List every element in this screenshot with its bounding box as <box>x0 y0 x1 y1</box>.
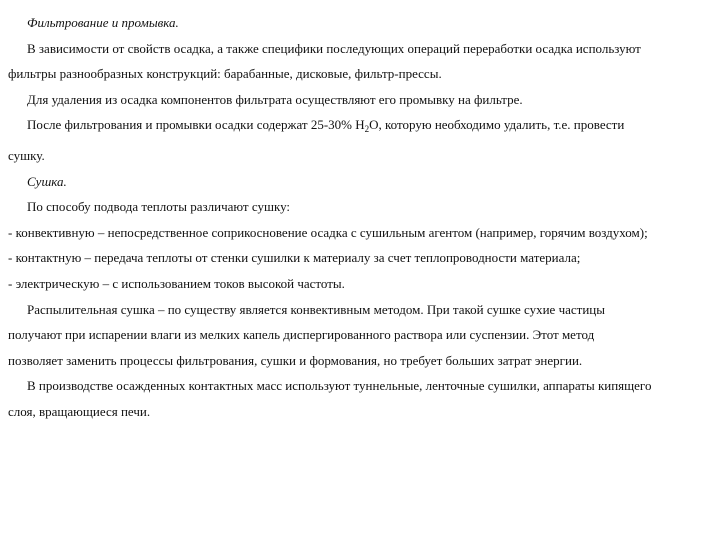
paragraph-line: позволяет заменить процессы фильтрования, сушки и формования, но требует больших затрат энергии. <box>8 352 583 368</box>
paragraph-line: фильтры разнообразных конструкций: барабанные, дисковые, фильтр-прессы. <box>8 66 442 82</box>
paragraph-line: получают при испарении влаги из мелких капель диспергированного раствора или суспензии. Этот метод <box>8 327 595 343</box>
formula-subscript: 2 <box>364 124 370 135</box>
paragraph-line: сушку. <box>8 147 45 163</box>
heading-filtration: Фильтрование и промывка. <box>27 15 179 30</box>
paragraph-line: В производстве осажденных контактных масс используют туннельные, ленточные сушилки, аппараты кипящего <box>27 378 652 394</box>
list-item: - контактную – передача теплоты от стенки сушилки к материалу за счет теплопроводности материала; <box>8 250 581 266</box>
paragraph-line: слоя, вращающиеся печи. <box>8 403 151 419</box>
formula-text-after: O, которую необходимо удалить, т.е. провести <box>369 117 625 133</box>
formula-text-before: После фильтрования и промывки осадки содержат 25-30% H <box>27 117 365 133</box>
list-item: - конвективную – непосредственное соприкосновение осадка с сушильным агентом (например, горячим воздухом); <box>8 224 648 240</box>
heading-drying: Сушка. <box>27 173 67 189</box>
list-item: - электрическую – с использованием токов высокой частоты. <box>8 275 345 291</box>
paragraph-line: В зависимости от свойств осадка, а также специфики последующих операций переработки осадка используют <box>27 40 641 56</box>
paragraph-line: Для удаления из осадка компонентов фильтрата осуществляют его промывку на фильтре. <box>27 91 523 107</box>
paragraph-line: По способу подвода теплоты различают сушку: <box>27 199 291 215</box>
paragraph-line-formula <box>8 112 710 143</box>
paragraph-line: Распылительная сушка – по существу является конвективным методом. При такой сушке сухие частицы <box>27 301 605 317</box>
